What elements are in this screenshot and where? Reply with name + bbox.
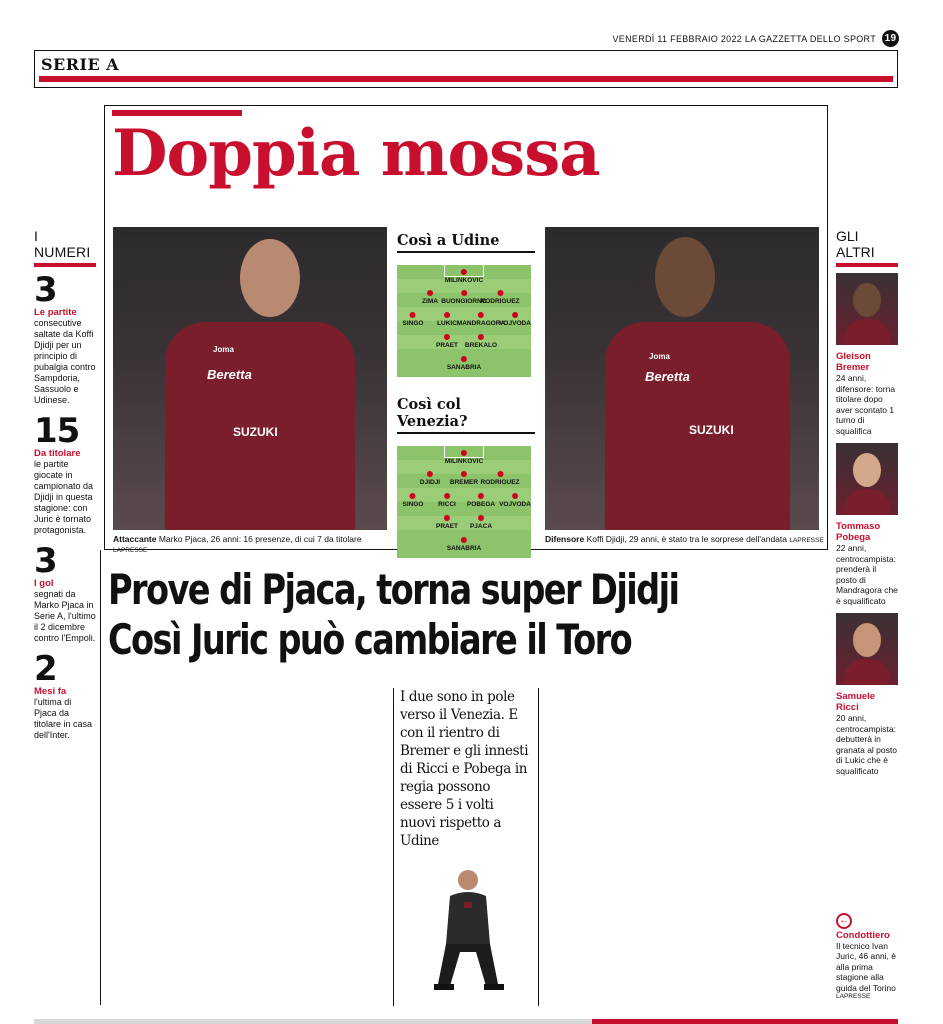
player-marker: VOJVODA (499, 493, 531, 508)
page-number: 19 (882, 30, 899, 47)
jersey-brand: Beretta (645, 369, 690, 384)
photo-pjaca (113, 227, 387, 530)
number-desc: consecutive saltate da Koffi Djidji per un principio di pubalgia contro Sampdoria, Sassuolo e Udinese. (34, 318, 96, 405)
jersey-sponsor: SUZUKI (689, 423, 734, 437)
caption-role: Attaccante (113, 534, 157, 544)
kicker-title: Doppia mossa (112, 116, 600, 191)
number-item (34, 270, 96, 406)
other-name: Gleison Bremer (836, 351, 871, 373)
player-marker: ZIMA (422, 290, 438, 305)
coach-label: Condottiero (836, 929, 890, 941)
headline (108, 565, 678, 665)
thumb-head (853, 623, 881, 657)
number-value: 2 (34, 649, 57, 689)
thumb-head (853, 453, 881, 487)
number-label: Da titolare (34, 448, 81, 459)
player-marker: SINGO (403, 312, 424, 327)
section-red-bar (39, 76, 893, 82)
bottom-bar (34, 1019, 898, 1024)
column-rule (100, 550, 101, 1005)
player-marker: PRAET (436, 334, 458, 349)
caption-text: Koffi Djidji, 29 anni, è stato tra le sorprese dell'andata (586, 534, 787, 544)
player-marker: SINGO (403, 493, 424, 508)
number-item (34, 411, 96, 536)
pitch (397, 446, 531, 558)
player-thumb (836, 443, 898, 515)
player-marker: RICCI (438, 493, 456, 508)
caption-text: Marko Pjaca, 26 anni: 16 presenze, di cui 7 da titolare (158, 534, 362, 544)
section-header (34, 50, 898, 88)
masthead (613, 30, 900, 47)
other-name: Tommaso Pobega (836, 521, 881, 543)
caption-right (545, 534, 825, 546)
player-marker: DJIDJI (420, 471, 440, 486)
player-head (655, 237, 715, 317)
coach-note (836, 910, 900, 1000)
coach-source: LAPRESSE (836, 993, 871, 1000)
formation-udine (397, 232, 535, 377)
player-marker: MANDRAGORA (457, 312, 505, 327)
others-title: GLI ALTRI (836, 228, 898, 267)
player-thumb (836, 613, 898, 685)
player-marker: LUKIC (437, 312, 457, 327)
player-marker: POBEGA (467, 493, 495, 508)
formation-venezia (397, 396, 535, 558)
arrow-left-icon: ← (836, 913, 852, 929)
number-item (34, 541, 96, 644)
thumb-body (844, 319, 890, 345)
player-marker: MILINKOVIC (445, 269, 483, 284)
numbers-title: I NUMERI (34, 228, 96, 267)
other-name: Samuele Ricci (836, 691, 876, 713)
headline-line-1: Prove di Pjaca, torna super Djidji (108, 565, 679, 614)
section-label: SERIE A (41, 55, 120, 74)
headline-line-2: Così Juric può cambiare il Toro (108, 615, 632, 664)
others-column (836, 228, 898, 783)
player-marker: RODRIGUEZ (481, 290, 520, 305)
number-value: 3 (34, 270, 57, 310)
photo-djidji (545, 227, 819, 530)
number-value: 3 (34, 541, 57, 581)
other-desc: 24 anni, difensore: torna titolare dopo aver scontato 1 turno di squalifica (836, 373, 896, 436)
other-player (836, 443, 898, 606)
numbers-column (34, 228, 96, 749)
formation-title: Così a Udine (397, 232, 535, 253)
number-desc: l'ultima di Pjaca da titolare in casa dell'Inter. (34, 697, 93, 740)
player-marker: RODRIGUEZ (481, 471, 520, 486)
player-head (240, 239, 300, 317)
pitch-stripe (397, 516, 531, 530)
number-value: 15 (34, 411, 80, 451)
number-label: Le partite (34, 307, 77, 318)
jersey-sponsor: SUZUKI (233, 425, 278, 439)
summary-box (393, 688, 539, 1006)
other-desc: 22 anni, centrocampista: prenderà il posto di Mandragora che è squalificato (836, 543, 898, 606)
jersey-maker: Joma (649, 352, 670, 361)
number-desc: segnati da Marko Pjaca in Serie A, l'ultimo il 2 dicembre contro l'Empoli. (34, 589, 96, 643)
coach-figure (428, 866, 508, 1004)
player-marker: BREKALO (465, 334, 497, 349)
player-marker: PRAET (436, 515, 458, 530)
player-marker: VOJVODA (499, 312, 531, 327)
player-marker: BREMER (450, 471, 478, 486)
thumb-body (844, 659, 890, 685)
player-marker: BUONGIORNO (441, 290, 487, 305)
thumb-head (853, 283, 881, 317)
player-thumb (836, 273, 898, 345)
caption-source: LAPRESSE (113, 547, 148, 554)
formation-title: Così col Venezia? (397, 396, 535, 434)
other-desc: 20 anni, centrocampista: debutterà in granata al posto di Lukic che è squalificato (836, 713, 897, 776)
number-item (34, 649, 96, 741)
other-player (836, 273, 898, 436)
thumb-body (844, 489, 890, 515)
number-label: I gol (34, 578, 54, 589)
caption-left (113, 534, 393, 556)
masthead-text: VENERDÌ 11 FEBBRAIO 2022 LA GAZZETTA DELLO SPORT (612, 33, 876, 44)
number-label: Mesi fa (34, 686, 67, 697)
coach-desc: Il tecnico Ivan Juric, 46 anni, è alla prima stagione alla guida del Torino (836, 940, 897, 993)
player-marker: MILINKOVIC (445, 450, 483, 465)
pitch (397, 265, 531, 377)
player-marker: SANABRIA (447, 537, 481, 552)
caption-source: LAPRESSE (789, 537, 824, 544)
summary-text: I due sono in pole verso il Venezia. E con il rientro di Bremer e gli innesti di Ricci e Pobega in regia possono essere 5 i volti nuovi rispetto a Udine (400, 689, 529, 849)
caption-role: Difensore (545, 534, 585, 544)
number-desc: le partite giocate in campionato da Djidji in questa stagione: con Juric è tornato protagonista. (34, 459, 94, 535)
other-player (836, 613, 898, 776)
jersey-maker: Joma (213, 345, 234, 354)
jersey-brand: Beretta (207, 367, 252, 382)
player-marker: SANABRIA (447, 356, 481, 371)
player-marker: PJACA (470, 515, 492, 530)
